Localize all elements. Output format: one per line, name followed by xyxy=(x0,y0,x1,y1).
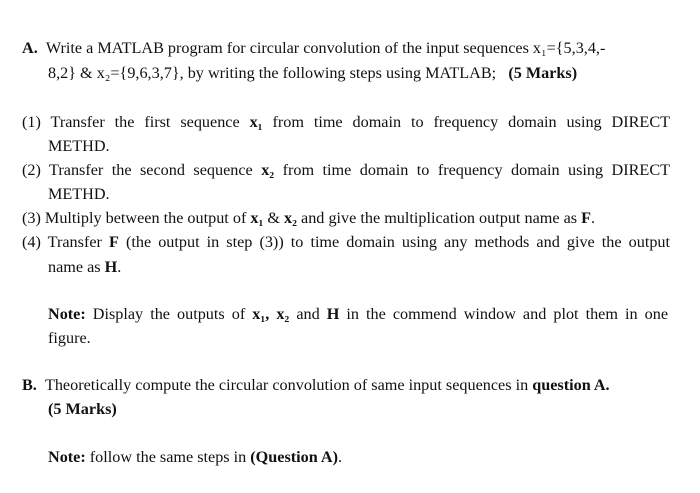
step-1-pre: Transfer the first sequence xyxy=(50,113,240,131)
step-1-cont: METHD. xyxy=(48,137,110,155)
step-1-var: x₁ xyxy=(249,113,263,131)
question-a-marks: (5 Marks) xyxy=(508,64,578,82)
step-4-line-2 xyxy=(48,257,121,277)
step-2-cont: METHD. xyxy=(48,185,110,203)
step-1-line-2 xyxy=(48,136,110,156)
note-a-cont: figure. xyxy=(48,329,91,347)
question-a-intro-line2: 8,2} & x₂={9,6,3,7}, by writing the following steps using MATLAB; xyxy=(48,64,497,82)
step-2-line-2 xyxy=(48,184,110,204)
note-a-v2: x₂ xyxy=(276,305,290,323)
question-b-line-1 xyxy=(22,375,610,395)
step-4-cont-pre: name as xyxy=(48,258,101,276)
note-b-line xyxy=(48,447,342,467)
note-a-v3: H xyxy=(326,305,340,323)
step-3-var1: x₁ xyxy=(250,209,264,227)
question-b-line1-pre: Theoretically compute the circular convolution of same input sequences in xyxy=(44,376,529,394)
step-1-number: (1) xyxy=(22,113,41,131)
step-1-post: from time domain to frequency domain using DIRECT xyxy=(272,113,670,131)
step-3-name: F xyxy=(581,209,591,227)
step-4-cont-end: . xyxy=(117,258,122,276)
step-2-post: from time domain to frequency domain using DIRECT xyxy=(282,161,671,179)
note-b-pre: follow the same steps in xyxy=(89,448,247,466)
step-4-pre: Transfer xyxy=(47,233,102,251)
note-a-line-1 xyxy=(48,304,668,324)
step-4-line-1 xyxy=(22,232,670,252)
step-3-line xyxy=(22,208,595,228)
note-a-label: Note: xyxy=(48,305,86,323)
question-b-ref: question A. xyxy=(532,376,610,394)
question-a-line-1 xyxy=(22,38,605,58)
note-a-and: and xyxy=(296,305,320,323)
note-b-ref: (Question A) xyxy=(250,448,338,466)
step-4-var: F xyxy=(109,233,119,251)
step-3-pre: Multiply between the output of xyxy=(44,209,247,227)
step-2-pre: Transfer the second sequence xyxy=(49,161,253,179)
note-a-v1: x₁, xyxy=(252,305,270,323)
step-1-line-1 xyxy=(22,112,670,132)
step-3-end: . xyxy=(591,209,596,227)
question-a-label: A. xyxy=(22,39,38,57)
question-b-marks: (5 Marks) xyxy=(48,400,117,418)
question-a-intro-line1: Write a MATLAB program for circular convolution of the input sequences x₁={5,3,4,- xyxy=(45,39,606,57)
step-3-amp: & xyxy=(267,209,280,227)
note-a-post: in the commend window and plot them in one xyxy=(346,305,669,323)
note-a-pre: Display the outputs of xyxy=(92,305,246,323)
step-4-number: (4) xyxy=(22,233,41,251)
note-b-label: Note: xyxy=(48,448,86,466)
note-b-end: . xyxy=(337,448,343,466)
step-2-var: x₂ xyxy=(261,161,275,179)
question-b-line-2 xyxy=(48,399,117,419)
step-3-number: (3) xyxy=(22,209,41,227)
step-3-var2: x₂ xyxy=(284,209,297,227)
question-b-label: B. xyxy=(22,376,37,394)
step-3-post: and give the multiplication output name as xyxy=(301,209,578,227)
question-a-line-2 xyxy=(48,63,577,83)
note-a-line-2 xyxy=(48,328,91,348)
step-4-post: (the output in step (3)) to time domain using any methods and give the output xyxy=(125,233,671,251)
step-2-number: (2) xyxy=(22,161,41,179)
step-2-line-1 xyxy=(22,160,670,180)
step-4-cont-var: H xyxy=(104,258,118,276)
